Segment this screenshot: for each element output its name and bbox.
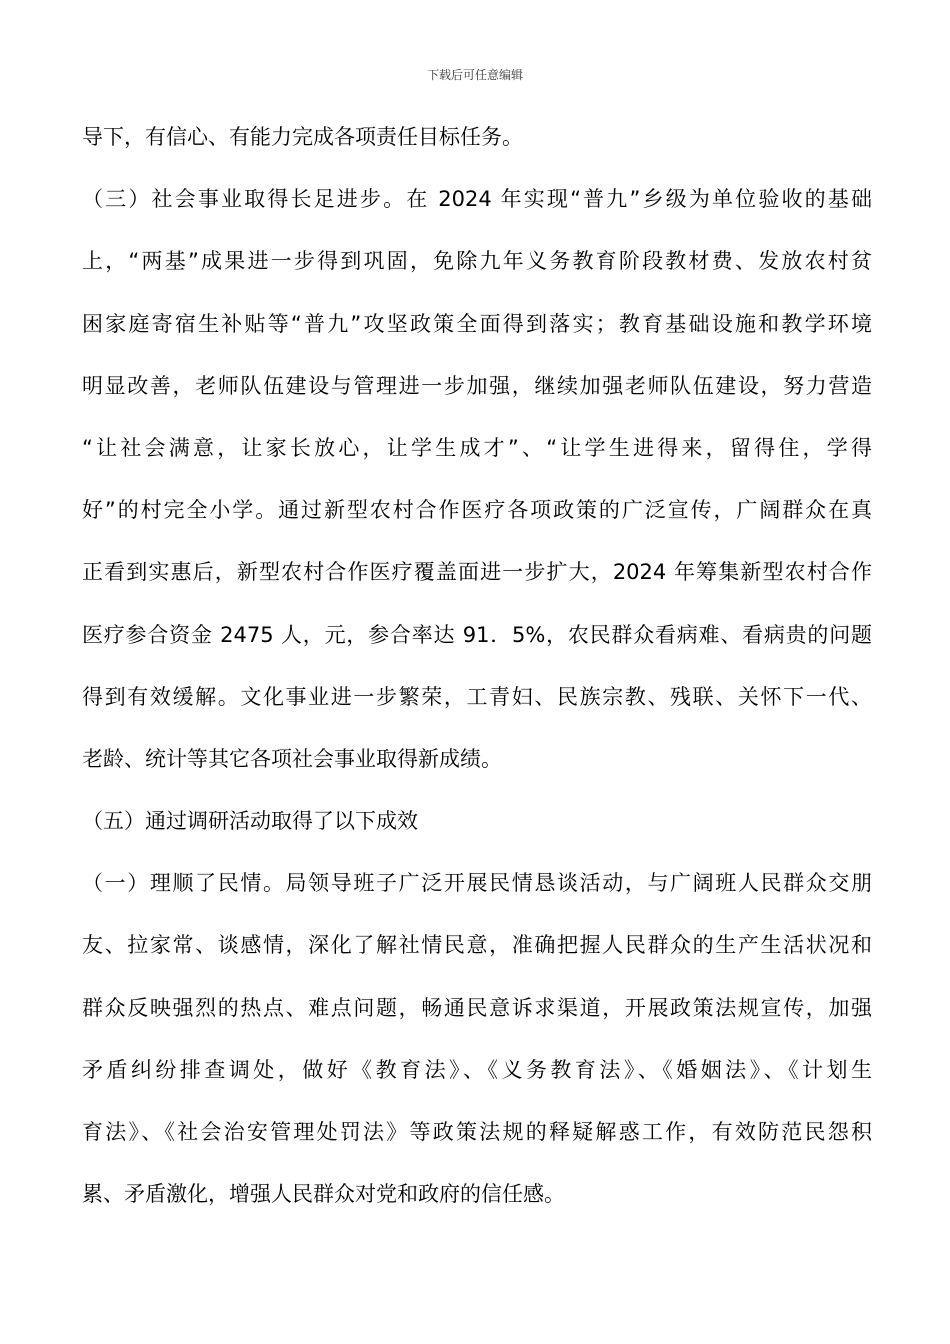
text-line-18: 累、矛盾激化，增强人民群众对党和政府的信任感。 (82, 1182, 565, 1207)
document-body (82, 117, 872, 1236)
text-line-1: 导下，有信心、有能力完成各项责任目标任务。 (82, 125, 523, 149)
text-line-17: 育法》、《社会治安管理处罚法》等政策法规的释疑解惑工作，有效防范民怨积 (82, 1120, 872, 1144)
text-line-2: （三）社会事业取得长足进步。在 2024 年实现“普九”乡级为单位验收的基础 (82, 187, 872, 212)
text-line-4: 困家庭寄宿生补贴等“普九”攻坚政策全面得到落实；教育基础设施和教学环境 (82, 311, 872, 336)
text-line-3: 上，“两基”成果进一步得到巩固，免除九年义务教育阶段教材费、发放农村贫 (82, 249, 872, 274)
text-line-8: 正看到实惠后，新型农村合作医疗覆盖面进一步扩大，2024 年筹集新型农村合作 (82, 560, 872, 585)
text-line-11: 老龄、统计等其它各项社会事业取得新成绩。 (82, 746, 502, 771)
header-note: 下载后可任意编辑 (426, 68, 523, 82)
text-line-9: 医疗参合资金 2475 人，元，参合率达 91．5%，农民群众看病难、看病贵的问题 (82, 622, 872, 647)
text-line-6: “让社会满意，让家长放心，让学生成才”、“让学生进得来，留得住，学得 (82, 435, 872, 460)
text-line-10: 得到有效缓解。文化事业进一步繁荣，工青妇、民族宗教、残联、关怀下一代、 (82, 684, 872, 709)
text-line-14: 友、拉家常、谈感情，深化了解社情民意，准确把握人民群众的生产生活状况和 (82, 933, 872, 958)
text-line-13: （一）理顺了民情。局领导班子广泛开展民情恳谈活动，与广阔班人民群众交朋 (82, 871, 872, 896)
text-line-12: （五）通过调研活动取得了以下成效 (82, 809, 418, 834)
text-line-5: 明显改善，老师队伍建设与管理进一步加强，继续加强老师队伍建设，努力营造 (82, 373, 872, 398)
text-line-15: 群众反映强烈的热点、难点问题，畅通民意诉求渠道，开展政策法规宣传，加强 (82, 995, 872, 1020)
text-line-7: 好”的村完全小学。通过新型农村合作医疗各项政策的广泛宣传，广阔群众在真 (82, 498, 872, 523)
text-line-16: 矛盾纠纷排查调处，做好《教育法》、《义务教育法》、《婚姻法》、《计划生 (82, 1057, 872, 1082)
